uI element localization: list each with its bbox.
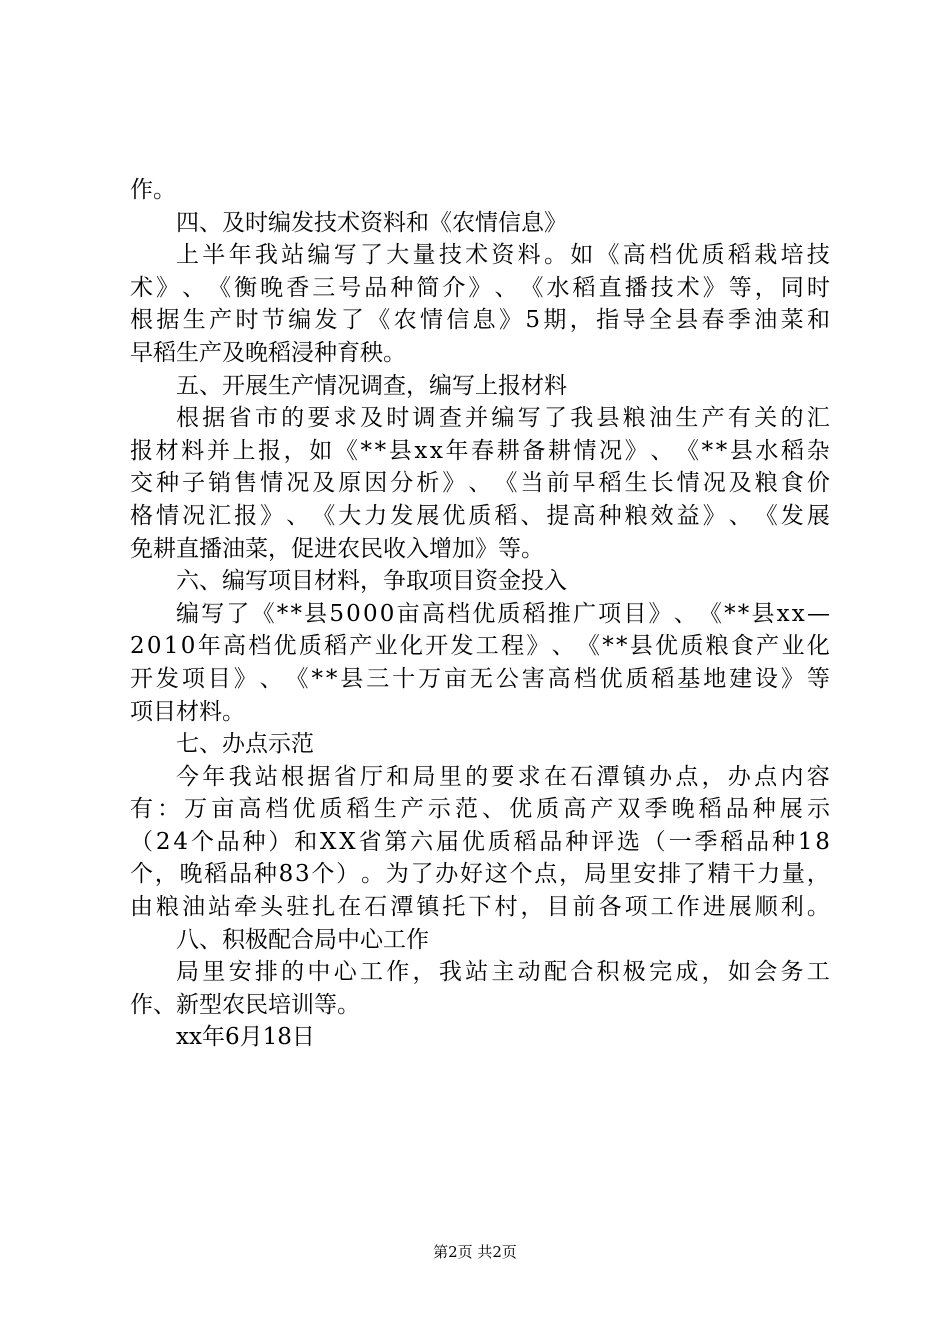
text-line: 交 种 子 销 售 情 况 及 原 因 分 析 》 、 《 当 前 早 稻 生 长 情 况 及 粮 食 价 (130, 470, 830, 497)
text-line: 八、积极配合局中心工作 (176, 926, 429, 953)
text-line: 开 发 项 目 》 、 《 * * 县 三 十 万 亩 无 公 害 高 档 优 质 稻 基 地 建 设 》 等 (130, 665, 830, 692)
text-line: 七、办点示范 (176, 731, 314, 758)
text-line: 作、新型农民培训等。 (130, 991, 360, 1018)
text-line: 2 0 1 0 年 高 档 优 质 稻 产 业 化 开 发 工 程 》 、 《 * * 县 优 质 粮 食 产 业 化 (130, 633, 830, 660)
text-line: 免耕直播油菜，促进农民收入增加》等。 (130, 535, 544, 562)
text-line: 报 材 料 并 上 报 ， 如 《 * * 县 x x 年 春 耕 备 耕 情 况 》 、 《 * * 县 水 稻 杂 (130, 437, 830, 464)
text-line: 上 半 年 我 站 编 写 了 大 量 技 术 资 料 。 如 《 高 档 优 质 稻 栽 培 技 (176, 242, 830, 269)
text-line: 五、开展生产情况调查，编写上报材料 (176, 372, 567, 399)
text-line: 术 》 、 《 衡 晚 香 三 号 品 种 简 介 》 、 《 水 稻 直 播 技 术 》 等 ， 同 时 (130, 274, 830, 301)
text-line: 根 据 生 产 时 节 编 发 了 《 农 情 信 息 》 5 期 ， 指 导 全 县 春 季 油 菜 和 (130, 307, 830, 334)
text-line: 项目材料。 (130, 698, 245, 725)
text-line: 作。 (130, 177, 176, 203)
text-line: 根 据 省 市 的 要 求 及 时 调 查 并 编 写 了 我 县 粮 油 生 产 有 关 的 汇 (176, 405, 830, 432)
text-line: 有 ： 万 亩 高 档 优 质 稻 生 产 示 范 、 优 质 高 产 双 季 晚 稻 品 种 展 示 (130, 796, 830, 823)
text-line: 局 里 安 排 的 中 心 工 作 ， 我 站 主 动 配 合 积 极 完 成 ， 如 会 务 工 (176, 959, 830, 986)
text-line: 由 粮 油 站 牵 头 驻 扎 在 石 潭 镇 托 下 村 ， 目 前 各 项 工 作 进 展 顺 利 。 (130, 894, 830, 921)
text-line: 编 写 了 《 * * 县 5 0 0 0 亩 高 档 优 质 稻 推 广 项 目 》 、 《 * * 县 x x — (176, 600, 830, 627)
text-line: 个 ， 晚 稻 品 种 8 3 个 ） 。 为 了 办 好 这 个 点 ， 局 里 安 排 了 精 干 力 量 ， (130, 861, 830, 888)
text-line: 格 情 况 汇 报 》 、 《 大 力 发 展 优 质 稻 、 提 高 种 粮 效 益 》 、 《 发 展 (130, 502, 830, 529)
document-body (130, 174, 830, 1054)
page-footer: 第2页 共2页 (433, 1243, 517, 1261)
text-line: 今 年 我 站 根 据 省 厅 和 局 里 的 要 求 在 石 潭 镇 办 点 ， 办 点 内 容 (176, 763, 830, 790)
text-line: 早稻生产及晚稻浸种育秧。 (130, 339, 406, 366)
text-line: （ 2 4 个 品 种 ） 和 X X 省 第 六 届 优 质 稻 品 种 评 选 （ 一 季 稻 品 种 1 8 (130, 828, 830, 855)
text-line: 六、编写项目材料，争取项目资金投入 (176, 568, 567, 595)
text-line: 四、及时编发技术资料和《农情信息》 (176, 209, 567, 236)
text-line: xx年6月18日 (176, 1024, 315, 1051)
